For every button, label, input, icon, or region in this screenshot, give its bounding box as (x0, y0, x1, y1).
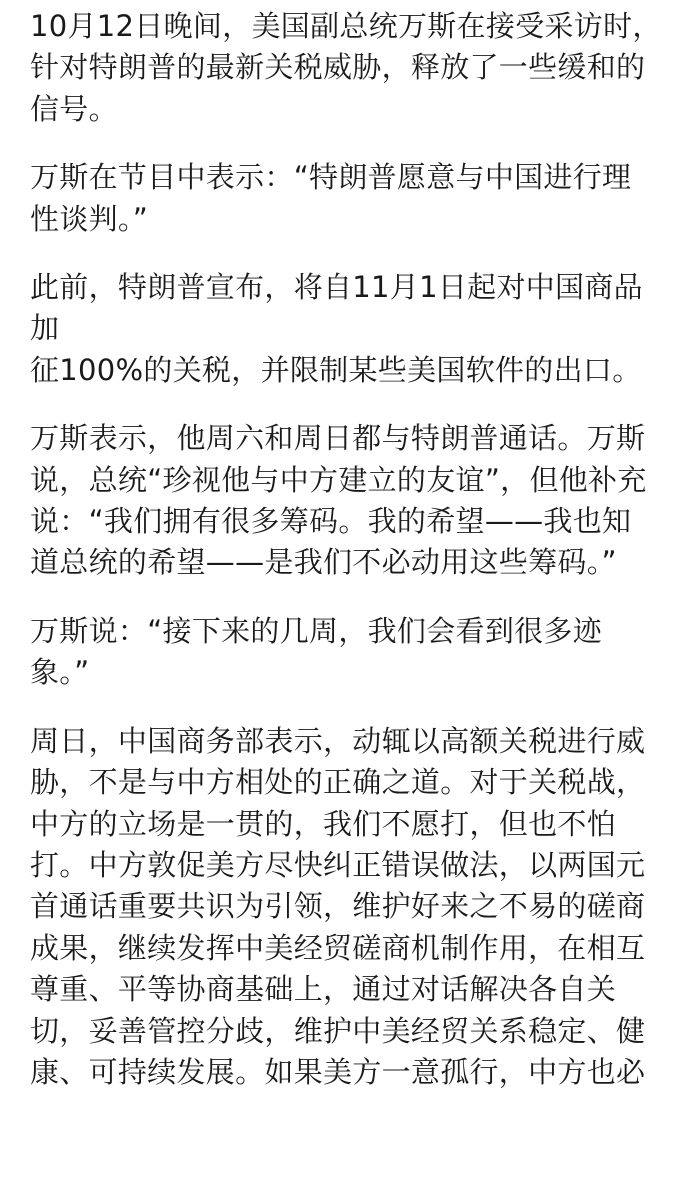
paragraph-vance-calls: 万斯表示，他周六和周日都与特朗普通话。万斯 说，总统“珍视他与中方建立的友谊”，但他补充 说：“我们拥有很多筹码。我的希望——我也知 道总统的希望——是我们不必动用这些筹码。” (30, 421, 647, 580)
article-body (30, 6, 670, 1120)
paragraph-vance-signs: 万斯说：“接下来的几周，我们会看到很多迹 象。” (30, 613, 603, 690)
paragraph-vance-signal: 10月12日晚间，美国副总统万斯在接受采访时， 针对特朗普的最新关税威胁，释放了一些缓和的 信号。 (30, 9, 662, 126)
paragraph-vance-quote: 万斯在节目中表示：“特朗普愿意与中国进行理 性谈判。” (30, 160, 632, 236)
paragraph-mofcom-response: 周日，中国商务部表示，动辄以高额关税进行威 胁，不是与中方相处的正确之道。对于关税战， 中方的立场是一贯的，我们不愿打，但也不怕 打。中方敦促美方尽快纠正错误做法，以两国元 首通话重要共识为引领，维护好来之不易的磋商 成果，继续发挥中美经贸磋商机制作用，在相互 尊重、平等协商基础上，通过对话解决各自关 切，妥善管控分歧，维护中美经贸关系稳定、健 康、可持续发展。如果美方一意孤行，中方也必 (30, 723, 646, 1089)
paragraph-tariff-announcement: 此前，特朗普宣布，将自11月1日起对中国商品加 征100%的关税，并限制某些美国软件的出口。 (30, 270, 643, 387)
